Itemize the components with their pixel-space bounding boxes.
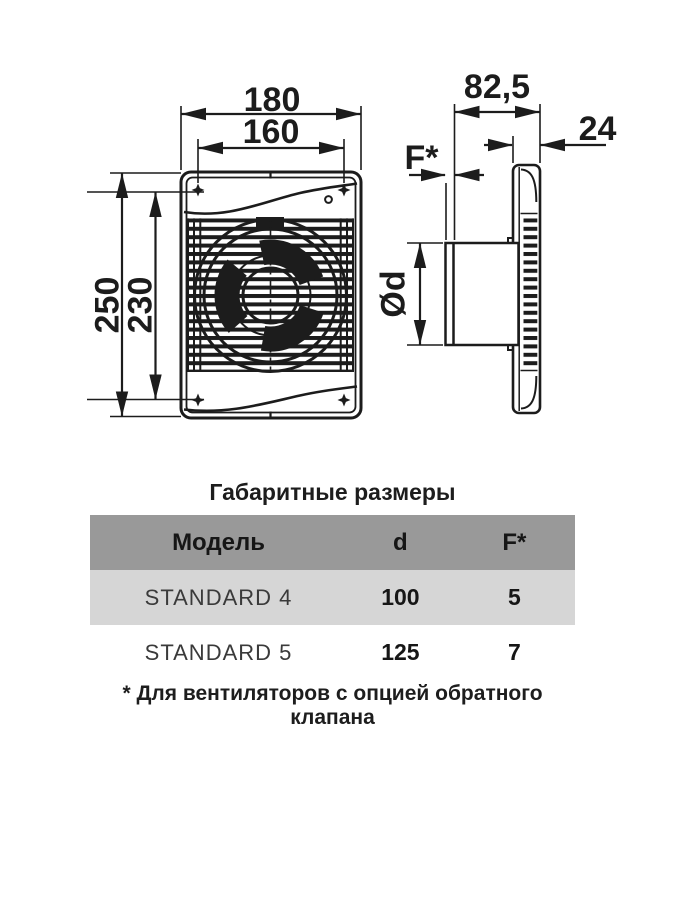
dim-width-holes: 160	[242, 113, 300, 151]
cell-model: STANDARD 4	[144, 584, 293, 610]
dim-depth-total: 82,5	[463, 68, 531, 106]
dim-height-holes: 230	[121, 276, 160, 334]
cell-d: 100	[381, 584, 420, 610]
duct-spigot	[446, 243, 519, 345]
section-title: Габаритные размеры	[209, 479, 456, 505]
dim-width-outer: 180	[243, 81, 301, 119]
cell-f: 5	[507, 584, 521, 610]
front-view	[87, 106, 361, 418]
dim-flange: F*	[404, 139, 439, 177]
header-model: Модель	[172, 528, 265, 556]
dim-panel-thickness: 24	[578, 110, 617, 148]
footnote: * Для вентиляторов с опцией обратного клапана	[122, 682, 543, 729]
header-d: d	[393, 528, 408, 556]
dimensions-table	[90, 515, 575, 680]
table-header-row	[90, 515, 575, 570]
dim-height-outer: 250	[88, 276, 127, 334]
table-row	[90, 570, 575, 625]
dim-duct-diameter: Ød	[374, 270, 413, 318]
side-grille-slats	[524, 218, 538, 368]
header-f: F*	[502, 528, 527, 556]
table-row	[90, 625, 575, 680]
cell-model: STANDARD 5	[144, 639, 293, 665]
cell-f: 7	[507, 639, 521, 665]
cell-d: 125	[381, 639, 420, 665]
